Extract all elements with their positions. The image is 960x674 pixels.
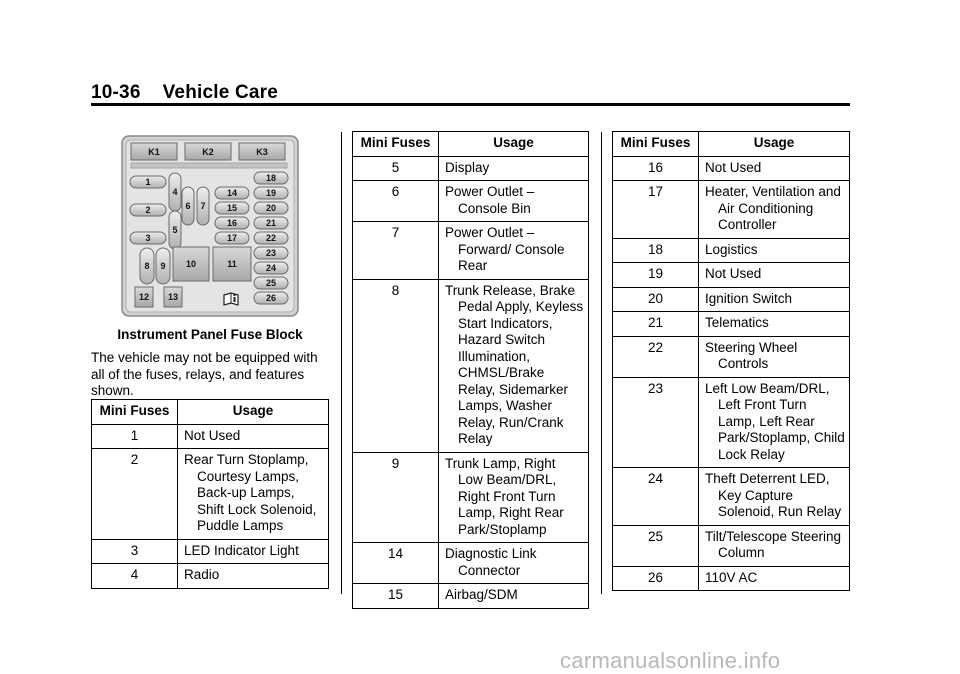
table-row [92, 564, 329, 589]
fuse-usage: Heater, Ventilation and Air Conditioning Controller [705, 184, 841, 232]
fuse-usage: 110V AC [705, 569, 758, 585]
table-row [613, 156, 850, 181]
fuse-number: 25 [613, 525, 699, 566]
table-header-row [353, 132, 589, 157]
table-row [613, 468, 850, 526]
table-row [613, 312, 850, 337]
fuse-usage: Airbag/SDM [445, 587, 518, 602]
fuse-usage: Power Outlet – Forward/ Console Rear [445, 225, 565, 273]
fuse-number: 1 [92, 424, 178, 449]
fuse-usage-cell [699, 181, 850, 239]
table-row [613, 181, 850, 239]
table-header-row [92, 400, 329, 425]
fuse-8-label: 8 [144, 261, 150, 271]
fuse-usage-cell [439, 181, 589, 222]
fuse-usage: Logistics [705, 241, 758, 257]
fuse-12-label: 12 [138, 292, 150, 302]
fuse-usage-cell [178, 539, 329, 564]
fuse-usage-cell [178, 449, 329, 540]
fuse-number: 26 [613, 566, 699, 591]
fuse-number: 17 [613, 181, 699, 239]
fuse-number: 6 [353, 181, 439, 222]
fuse-usage: Trunk Release, Brake Pedal Apply, Keyless Start Indicators, Hazard Switch Illumination, CHMSL/Brake Relay, Sidemarker Lamps, Washer Relay, Run/Crank Relay [445, 282, 584, 446]
fuse-7-label: 7 [200, 201, 206, 211]
fuse-usage: Radio [184, 567, 220, 582]
fuse-usage-cell [699, 525, 850, 566]
column-divider [601, 132, 602, 594]
fuse-18-label: 18 [265, 173, 277, 183]
fuse-16-label: 16 [226, 218, 238, 228]
fuse-5-label: 5 [172, 225, 178, 235]
fuse-usage-cell [178, 424, 329, 449]
relay-k2-label: K2 [202, 147, 214, 157]
fuse-14-label: 14 [226, 188, 238, 198]
fuse-number: 14 [353, 543, 439, 584]
fuse-usage: LED Indicator Light [184, 542, 299, 558]
fuse-usage: Tilt/Telescope Steering Column [705, 528, 842, 560]
fuse-number: 18 [613, 238, 699, 263]
fuse-usage: Power Outlet – Console Bin [445, 184, 535, 216]
table-row [613, 525, 850, 566]
fuse-usage-cell [439, 543, 589, 584]
table-row [353, 181, 589, 222]
fuse-23-label: 23 [265, 248, 277, 258]
fuse-usage: Ignition Switch [705, 290, 793, 306]
fuse-usage: Telematics [705, 315, 769, 330]
equipment-note: The vehicle may not be equipped with all of the fuses, relays, and features shown. [91, 350, 318, 398]
fuse-usage-cell [699, 263, 850, 288]
fuse-number: 21 [613, 312, 699, 337]
table-row [92, 539, 329, 564]
fuse-number: 15 [353, 584, 439, 609]
fuse-usage-cell [699, 566, 850, 591]
table-row [613, 263, 850, 288]
fuse-4-label: 4 [172, 187, 178, 197]
fuse-number: 5 [353, 156, 439, 181]
manual-info-icon [224, 293, 238, 305]
fuse-usage-cell [439, 279, 589, 452]
watermark: carmanualsonline.info [560, 648, 781, 673]
table-row [613, 336, 850, 377]
fuse-26-label: 26 [265, 293, 277, 303]
column-header-mini-fuses: Mini Fuses [353, 132, 439, 157]
table-row [613, 238, 850, 263]
fuse-2-label: 2 [145, 205, 151, 215]
fuse-number: 2 [92, 449, 178, 540]
fuse-usage: Left Low Beam/DRL, Left Front Turn Lamp, Left Rear Park/Stoplamp, Child Lock Relay [705, 380, 845, 462]
fuse-usage-cell [699, 312, 850, 337]
column-header-usage: Usage [178, 400, 329, 425]
table-row [613, 287, 850, 312]
fuse-usage-cell [699, 336, 850, 377]
fuse-usage-cell [699, 287, 850, 312]
fuse-usage: Display [445, 159, 490, 175]
fuse-block-diagram [121, 135, 299, 317]
table-row [353, 584, 589, 609]
table-row [353, 452, 589, 543]
fuse-13-label: 13 [167, 292, 179, 302]
fuse-usage-cell [439, 584, 589, 609]
fuse-usage: Trunk Lamp, Right Low Beam/DRL, Right Front Turn Lamp, Right Rear Park/Stoplamp [445, 455, 564, 537]
column-header-usage: Usage [699, 132, 850, 157]
fuse-number: 19 [613, 263, 699, 288]
fuse-usage: Rear Turn Stoplamp, Courtesy Lamps, Back-up Lamps, Shift Lock Solenoid, Puddle Lamps [184, 452, 317, 533]
fuse-number: 3 [92, 539, 178, 564]
column-divider [341, 132, 342, 594]
fuse-25-label: 25 [265, 278, 277, 288]
header-rule [91, 103, 850, 106]
fuse-usage-cell [699, 377, 850, 468]
table-row [92, 449, 329, 540]
fuse-usage-cell [439, 156, 589, 181]
table-header-row [613, 132, 850, 157]
fuse-usage-cell [699, 156, 850, 181]
section-title: Vehicle Care [162, 82, 279, 103]
fuse-9-label: 9 [160, 261, 166, 271]
fuse-usage: Steering Wheel Controls [705, 339, 798, 371]
fuse-number: 8 [353, 279, 439, 452]
figure-caption: Instrument Panel Fuse Block [117, 327, 303, 342]
fuse-number: 9 [353, 452, 439, 543]
fuse-number: 20 [613, 287, 699, 312]
fuse-11-label: 11 [227, 259, 237, 269]
fuse-21-label: 21 [265, 218, 277, 228]
fuse-10-label: 10 [185, 259, 197, 269]
table-row [353, 222, 589, 280]
fuse-usage: Diagnostic Link Connector [445, 546, 537, 578]
fuse-number: 7 [353, 222, 439, 280]
fuse-20-label: 20 [265, 203, 277, 213]
fuse-15-label: 15 [226, 203, 238, 213]
fuse-1-label: 1 [145, 177, 151, 187]
page-number: 10-36 [91, 82, 141, 103]
page-header [91, 82, 278, 104]
fuse-usage: Not Used [705, 266, 762, 281]
table-row [613, 566, 850, 591]
fuse-number: 22 [613, 336, 699, 377]
fuse-usage: Not Used [184, 427, 241, 443]
fuse-usage: Not Used [705, 159, 762, 175]
fuse-17-label: 17 [226, 233, 238, 243]
fuse-table-3 [612, 131, 850, 591]
fuse-3-label: 3 [145, 233, 151, 243]
fuse-usage-cell [699, 238, 850, 263]
column-header-mini-fuses: Mini Fuses [92, 400, 178, 425]
fuse-22-label: 22 [265, 233, 277, 243]
fuse-number: 16 [613, 156, 699, 181]
fuse-usage-cell [699, 468, 850, 526]
fuse-usage-cell [439, 222, 589, 280]
fuse-6-label: 6 [185, 201, 191, 211]
table-row [353, 156, 589, 181]
fuse-24-label: 24 [265, 263, 277, 273]
fuse-number: 4 [92, 564, 178, 589]
fuse-table-1 [91, 399, 329, 589]
fuse-usage: Theft Deterrent LED, Key Capture Solenoid, Run Relay [705, 471, 842, 519]
table-row [92, 424, 329, 449]
column-header-usage: Usage [439, 132, 589, 157]
table-row [353, 543, 589, 584]
relay-k1-label: K1 [148, 147, 160, 157]
table-row [613, 377, 850, 468]
fuse-table-2 [352, 131, 589, 609]
relay-k3-label: K3 [256, 147, 268, 157]
column-header-mini-fuses: Mini Fuses [613, 132, 699, 157]
fuse-usage-cell [439, 452, 589, 543]
table-row [353, 279, 589, 452]
fuse-number: 23 [613, 377, 699, 468]
fuse-number: 24 [613, 468, 699, 526]
fuse-usage-cell [178, 564, 329, 589]
fuse-19-label: 19 [265, 188, 277, 198]
